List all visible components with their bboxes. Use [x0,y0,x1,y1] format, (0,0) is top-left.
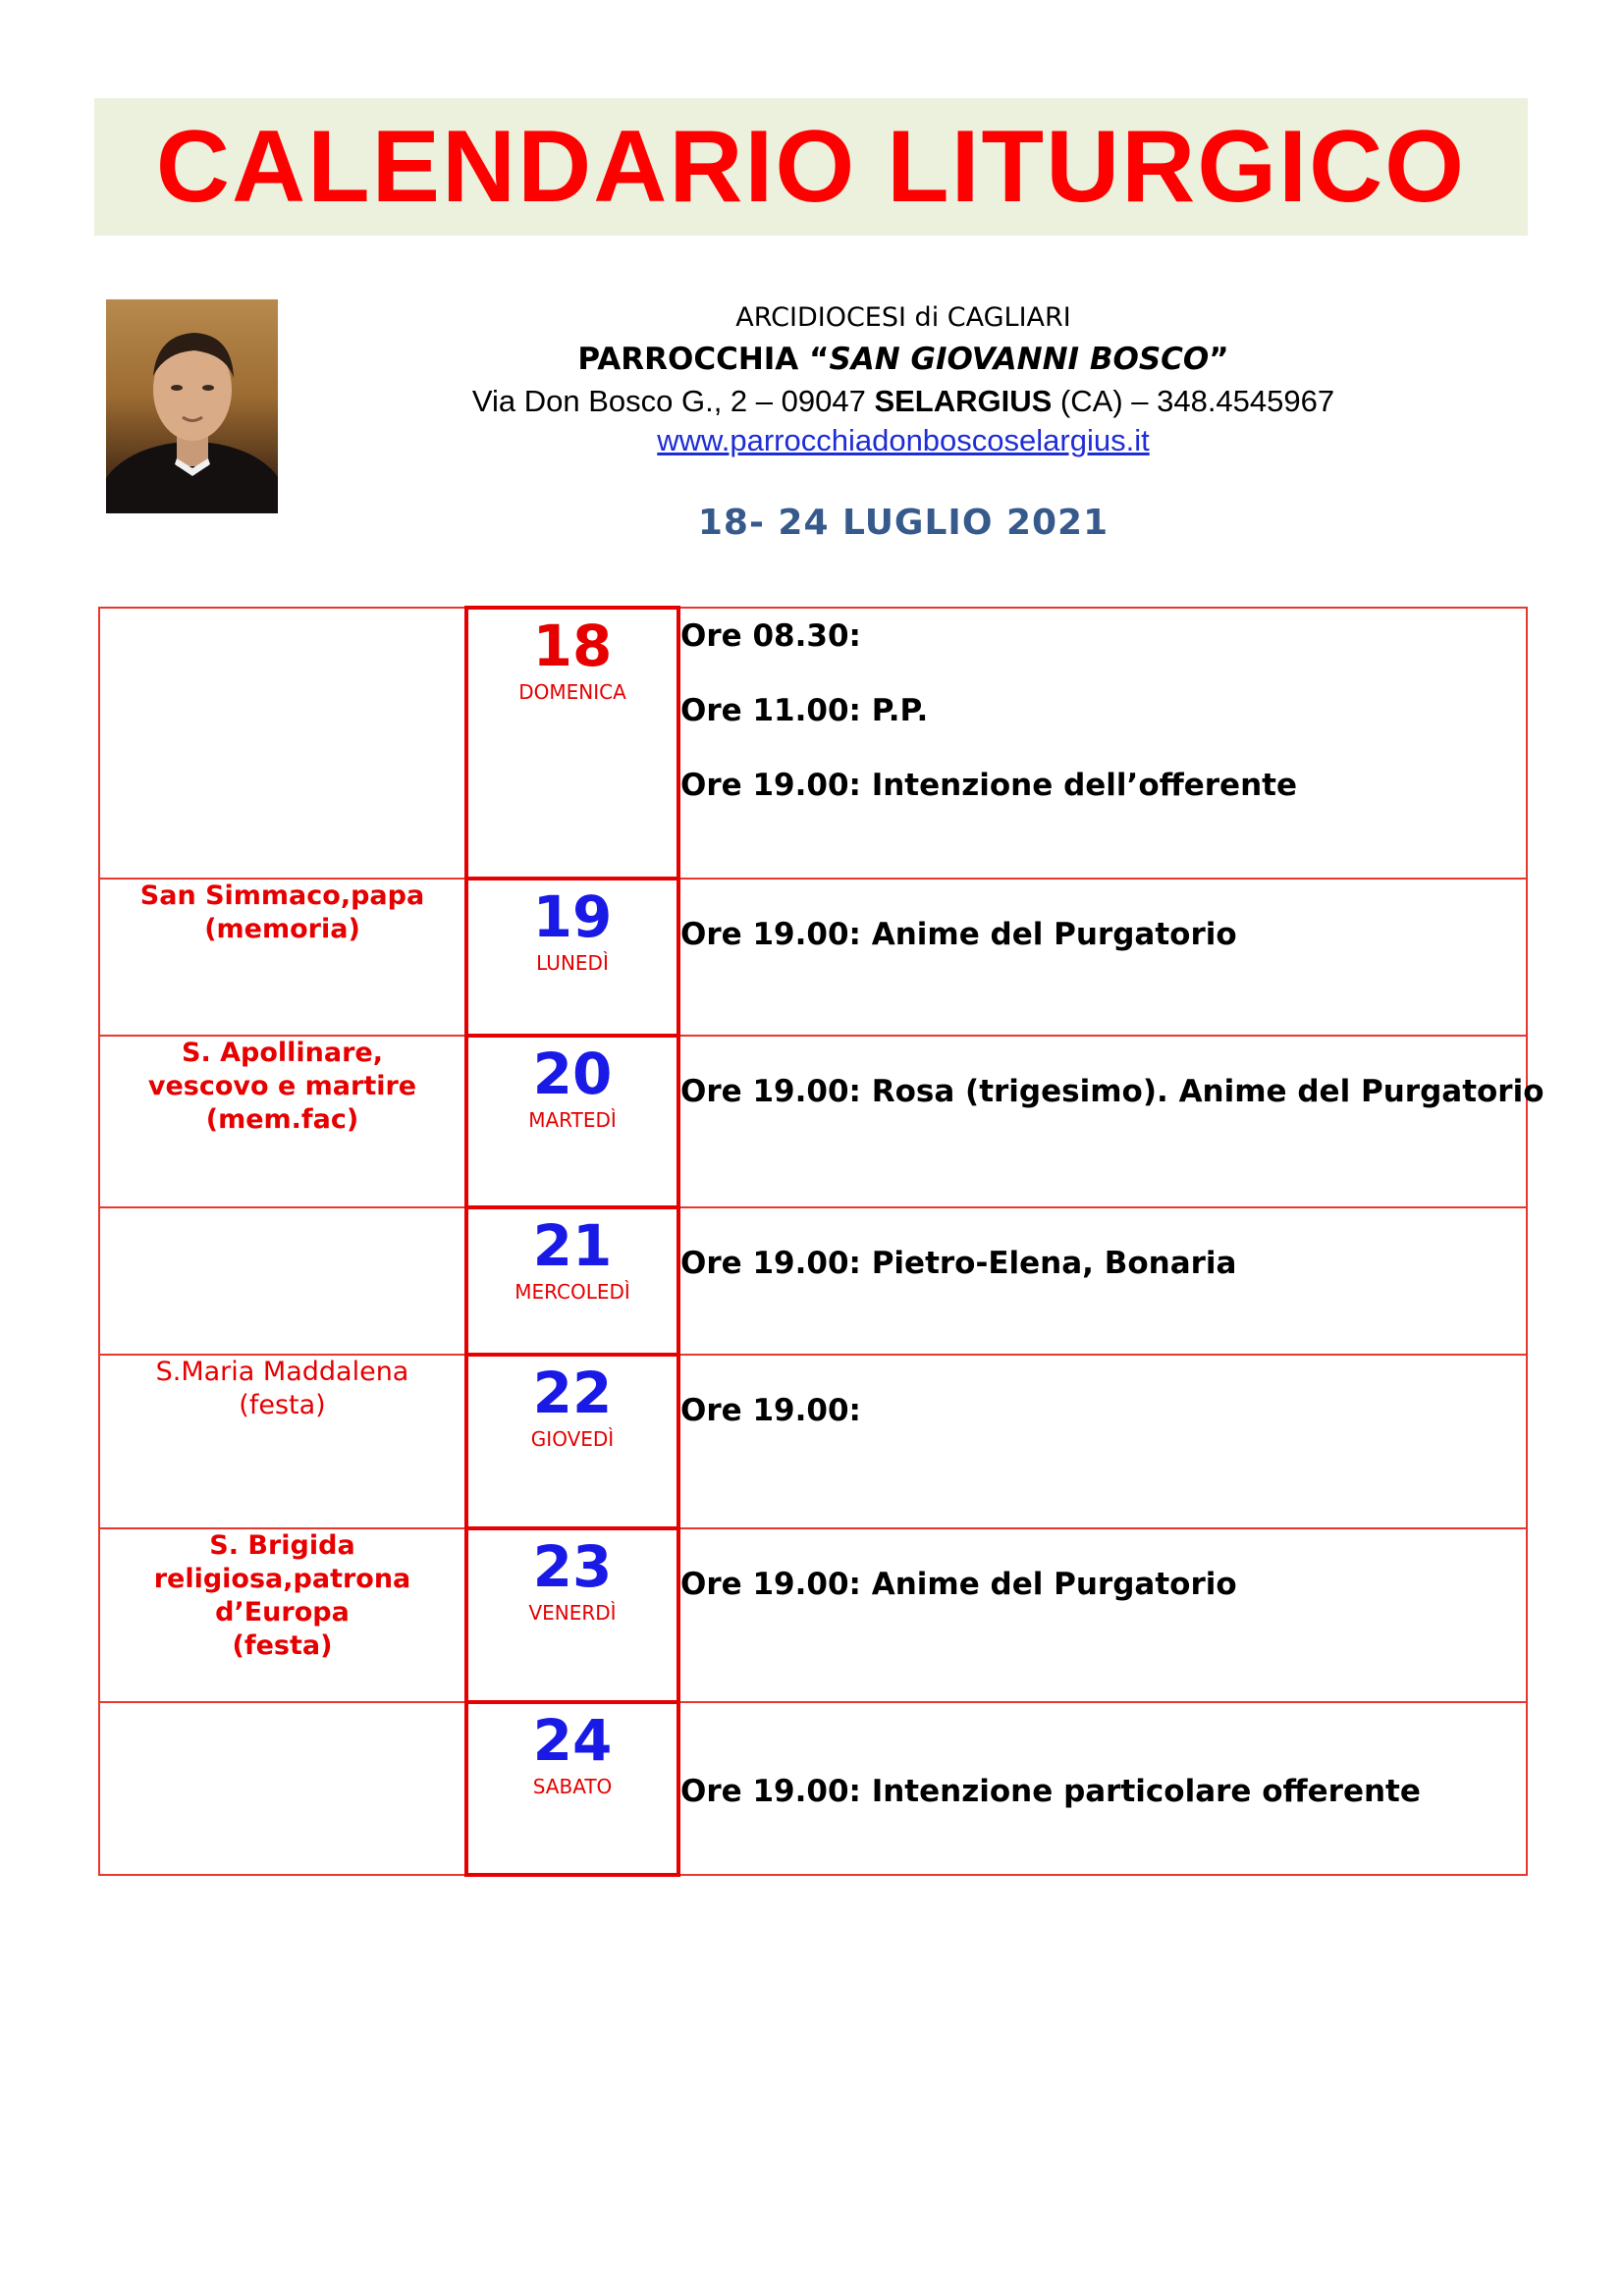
mass-entry: Ore 19.00: Anime del Purgatorio [680,1567,1237,1602]
week-range: 18- 24 LUGLIO 2021 [697,503,1110,543]
parish-suffix: ” [1209,342,1229,377]
mass-cell [678,1355,1527,1528]
day-cell [466,1528,678,1702]
saint-line: (mem.fac) [205,1104,359,1135]
saint-cell [99,1355,466,1528]
day-name: DOMENICA [518,680,626,704]
mass-cell [678,608,1527,879]
day-cell [466,1702,678,1875]
parish-name [353,337,1453,382]
address-street: Via Don Bosco G., 2 – 09047 [471,384,875,418]
address-city: SELARGIUS [874,384,1053,418]
liturgical-calendar-table [98,606,1544,1877]
mass-entry: Ore 19.00: Intenzione particolare offerente [680,1774,1421,1809]
saint-portrait-image [106,299,278,513]
saint-cell [99,1702,466,1875]
mass-entry: Ore 19.00: Intenzione dell’offerente [680,768,1297,803]
day-name: SABATO [532,1775,613,1798]
saint-line: (festa) [232,1630,333,1661]
saint-line: vescovo e martire [147,1071,417,1101]
mass-entry: Ore 19.00: Pietro-Elena, Bonaria [680,1246,1237,1281]
parish-prefix: PARROCCHIA “ [577,342,830,377]
day-cell [466,608,678,879]
saint-line: San Simmaco,papa [139,881,425,911]
day-number: 20 [532,1041,613,1107]
saint-cell [99,1036,466,1207]
diocese-name: ARCIDIOCESI di CAGLIARI [735,302,1071,333]
calendar-row [99,879,1527,1036]
saint-line: d’Europa [215,1597,350,1628]
address-phone: (CA) – 348.4545967 [1052,384,1335,418]
parish-address [353,382,1453,421]
day-cell [466,1207,678,1355]
calendar-row [99,1528,1527,1702]
mass-entry: Ore 19.00: [680,1393,861,1428]
saint-cell [99,1207,466,1355]
day-name: MERCOLEDÌ [514,1280,630,1304]
day-name: VENERDÌ [528,1601,617,1625]
parish-saint-name: SAN GIOVANNI BOSCO [829,342,1210,377]
saint-line: S.Maria Maddalena [155,1357,409,1387]
day-cell [466,1036,678,1207]
saint-line: religiosa,patrona [153,1564,411,1594]
calendar-row [99,1036,1527,1207]
parish-header [353,299,1453,460]
saint-cell [99,608,466,879]
day-name: MARTEDÌ [528,1108,617,1132]
mass-entry: Ore 08.30: [680,618,861,654]
saint-line: S. Brigida [209,1530,355,1561]
calendar-row [99,608,1527,879]
saint-cell [99,879,466,1036]
saint-line: (festa) [239,1390,326,1420]
day-number: 23 [532,1533,613,1600]
mass-cell [678,1036,1544,1207]
day-number: 24 [532,1707,613,1774]
portrait-drawing [106,299,278,513]
mass-entry: Ore 11.00: P.P. [680,693,929,728]
calendar-row [99,1702,1527,1875]
day-name: LUNEDÌ [536,951,609,975]
saint-cell [99,1528,466,1702]
mass-cell [678,1528,1527,1702]
mass-cell [678,1702,1527,1875]
day-cell [466,879,678,1036]
website-link[interactable]: www.parrocchiadonboscoselargius.it [657,423,1150,457]
mass-entry: Ore 19.00: Rosa (trigesimo). Anime del Purgatorio [680,1074,1544,1109]
day-name: GIOVEDÌ [530,1427,615,1451]
mass-cell [678,1207,1527,1355]
day-number: 21 [532,1212,613,1279]
saint-line: S. Apollinare, [182,1038,383,1068]
day-cell [466,1355,678,1528]
saint-line: (memoria) [204,914,360,944]
day-number: 18 [532,613,613,679]
title-banner [94,98,1528,236]
calendar-row [99,1355,1527,1528]
day-number: 22 [532,1360,613,1426]
day-number: 19 [532,883,613,950]
mass-cell [678,879,1527,1036]
mass-entry: Ore 19.00: Anime del Purgatorio [680,917,1237,952]
calendar-row [99,1207,1527,1355]
page-title: CALENDARIO LITURGICO [155,109,1467,224]
